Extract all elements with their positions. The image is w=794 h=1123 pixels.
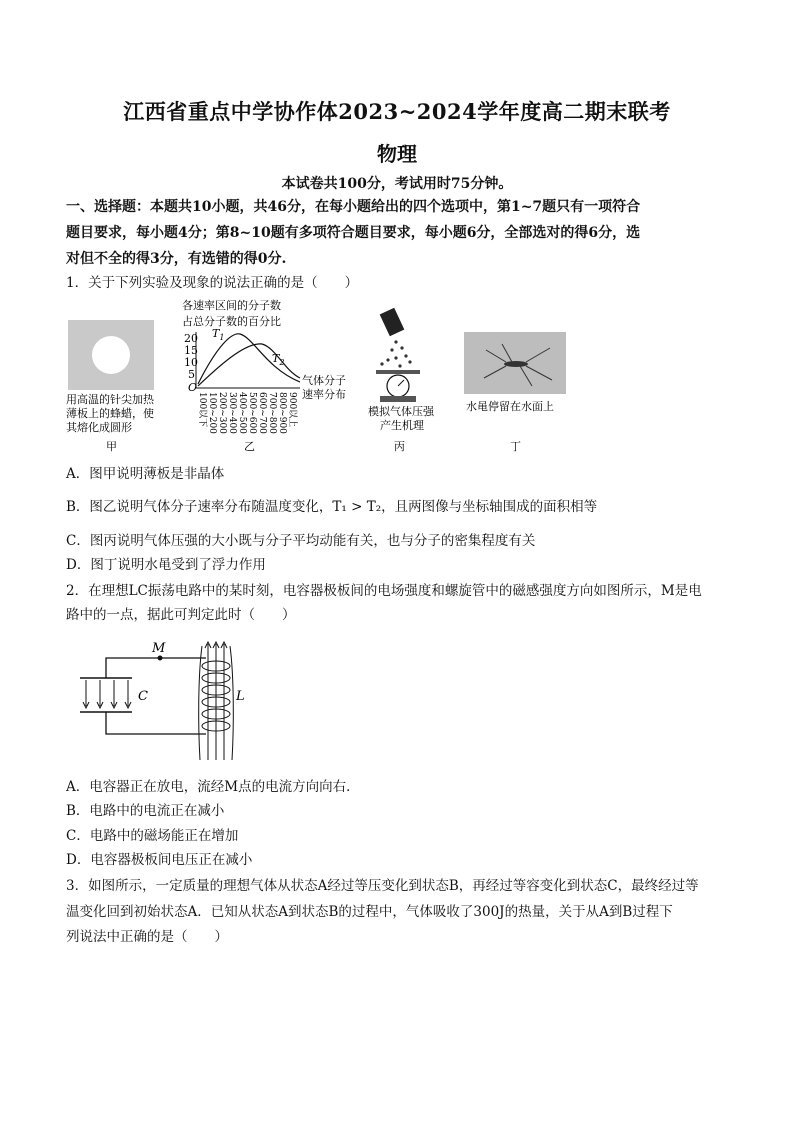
q2-stem-line-2: 路中的一点，据此可判定此时（ ）: [66, 607, 296, 623]
q1-option-b: B．图乙说明气体分子速率分布随温度变化，T₁ > T₂，且两图像与坐标轴围成的面积相等: [66, 499, 598, 515]
label-M: M: [152, 641, 166, 656]
q1-option-a: A．图甲说明薄板是非晶体: [66, 466, 225, 482]
yi-title-1: 各速率区间的分子数: [182, 299, 281, 312]
magnetic-field-lines: [199, 642, 234, 760]
figure-bing: [368, 308, 435, 453]
jia-label: 甲: [106, 440, 117, 453]
label-C: C: [138, 689, 148, 704]
yi-xticks: [197, 392, 299, 434]
figure-jia: [66, 320, 155, 453]
electric-field-arrows: [83, 680, 131, 708]
bead-cup: [380, 308, 405, 337]
section-heading-line-2: 题目要求，每小题4分；第8~10题有多项符合题目要求，每小题6分，全部选对的得6分，选: [66, 225, 641, 241]
yi-xtick: 800~900: [277, 392, 287, 434]
exam-note: 本试卷共100分，考试用时75分钟。: [281, 176, 513, 192]
water-strider: [504, 361, 528, 367]
melted-wax-circle: [92, 336, 130, 374]
jia-caption-1: 用高温的针尖加热: [66, 393, 154, 406]
jia-caption-2: 薄板上的蜂蜡，使: [66, 407, 154, 420]
yi-xtick: 100~200: [207, 392, 217, 434]
bing-caption-1: 模拟气体压强: [368, 405, 434, 418]
yi-xtick: 300~400: [227, 392, 237, 434]
yi-xtick: 900以上: [287, 392, 297, 428]
yi-xtick: 700~800: [267, 392, 277, 434]
q3-stem-line-2: 温变化回到初始状态A．已知从状态A到状态B的过程中，气体吸收了300J的热量，关于从A到B过程下: [66, 904, 673, 920]
bing-label: 丙: [394, 440, 405, 453]
yi-title-2: 占总分子数的百分比: [182, 315, 281, 328]
exam-title: 江西省重点中学协作体2023~2024学年度高二期末联考: [123, 99, 671, 124]
yi-xtick: 500~600: [247, 392, 257, 434]
yi-xtick: 200~300: [217, 392, 227, 434]
yi-caption-1: 气体分子: [302, 374, 346, 387]
scale-pan: [376, 370, 420, 374]
label-T2: $T_2$: [272, 352, 285, 367]
yi-ytick-20: 20: [184, 332, 198, 345]
q1-option-c: C．图丙说明气体压强的大小既与分子平均动能有关，也与分子的密集程度有关: [66, 533, 536, 549]
yi-xtick: 400~500: [237, 392, 247, 434]
jia-caption-3: 其熔化成圆形: [66, 421, 132, 434]
yi-caption-2: 速率分布: [302, 388, 346, 401]
ding-caption: 水黾停留在水面上: [466, 400, 554, 413]
falling-beads: [380, 340, 411, 367]
q2-circuit-figure: [66, 636, 252, 766]
yi-ytick-5: 5: [188, 368, 195, 381]
q1-figure: [66, 298, 572, 454]
top-wire: [106, 658, 206, 678]
curve-T1: [198, 334, 300, 384]
section-heading-line-1: 一、选择题：本题共10小题，共46分，在每小题给出的四个选项中，第1~7题只有一项符合: [66, 199, 641, 215]
yi-origin: O: [188, 381, 198, 394]
subject-title: 物理: [377, 142, 417, 166]
point-M: [158, 656, 163, 661]
bing-caption-2: 产生机理: [380, 419, 424, 432]
q2-stem-line-1: 2．在理想LC振荡电路中的某时刻，电容器极板间的电场强度和螺旋管中的磁感强度方向如图所示，M是电: [66, 583, 702, 599]
yi-ytick-10: 10: [184, 356, 198, 369]
figure-yi: [182, 298, 346, 453]
q3-stem-line-1: 3．如图所示，一定质量的理想气体从状态A经过等压变化到状态B，再经过等容变化到状态C，最终经过等: [66, 878, 699, 894]
q1-stem: 1．关于下列实验及现象的说法正确的是（ ）: [66, 275, 359, 291]
q2-option-b: B．电路中的电流正在减小: [66, 803, 225, 819]
q2-option-d: D．电容器极板间电压正在减小: [66, 852, 253, 868]
scale-base: [380, 396, 416, 402]
q2-option-c: C．电路中的磁场能正在增加: [66, 828, 239, 844]
yi-ytick-15: 15: [184, 344, 198, 357]
figure-ding: [464, 332, 566, 453]
ding-label: 丁: [510, 440, 521, 453]
bottom-wire: [106, 712, 206, 734]
yi-label: 乙: [244, 440, 255, 453]
label-T1: $T_1$: [212, 327, 225, 342]
q2-option-a: A．电容器正在放电，流经M点的电流方向向右．: [66, 779, 360, 795]
q3-stem-line-3: 列说法中正确的是（ ）: [66, 929, 228, 945]
curve-T2: [198, 344, 300, 386]
label-L: L: [236, 689, 245, 704]
q1-option-d: D．图丁说明水黾受到了浮力作用: [66, 557, 266, 573]
section-heading-line-3: 对但不全的得3分，有选错的得0分.: [66, 251, 287, 267]
yi-xtick: 100以下: [197, 392, 207, 428]
yi-xtick: 600~700: [257, 392, 267, 434]
